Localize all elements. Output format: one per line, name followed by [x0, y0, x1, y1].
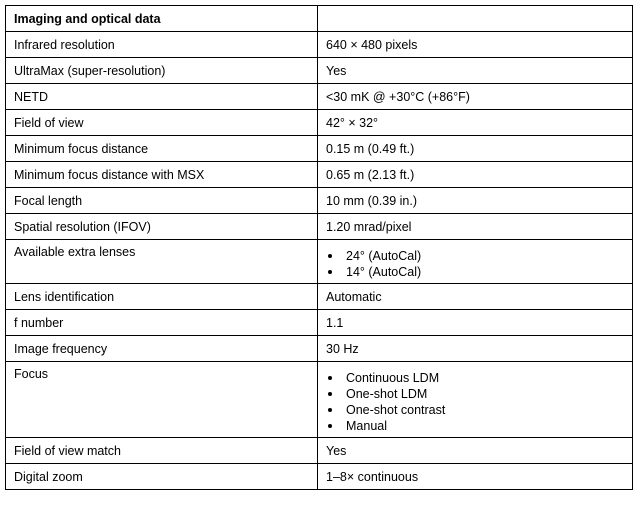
table-row-spatial-resolution: [6, 214, 633, 240]
row-value: Yes: [318, 438, 633, 464]
table-header-value: [318, 6, 633, 32]
row-label: Field of view match: [6, 438, 318, 464]
list-item: [326, 386, 624, 402]
focus-modes-list: [326, 370, 624, 434]
list-item-text: 24° (AutoCal): [346, 249, 422, 263]
table-row-lens-identification: [6, 284, 633, 310]
row-label: Focal length: [6, 188, 318, 214]
row-value-list: [318, 362, 633, 438]
row-value: Automatic: [318, 284, 633, 310]
bullet-icon: [328, 254, 332, 258]
extra-lenses-list: [326, 248, 624, 280]
row-value: <30 mK @ +30°C (+86°F): [318, 84, 633, 110]
bullet-icon: [328, 392, 332, 396]
table-row-field-of-view-match: [6, 438, 633, 464]
row-value: 10 mm (0.39 in.): [318, 188, 633, 214]
row-value: 1.20 mrad/pixel: [318, 214, 633, 240]
list-item: [326, 402, 624, 418]
list-item: [326, 248, 624, 264]
row-label: Image frequency: [6, 336, 318, 362]
row-value: Yes: [318, 58, 633, 84]
row-label: Focus: [6, 362, 318, 438]
table-row-infrared-resolution: [6, 32, 633, 58]
row-value: 42° × 32°: [318, 110, 633, 136]
table-row-netd: [6, 84, 633, 110]
table-row-ultramax: [6, 58, 633, 84]
row-label: Available extra lenses: [6, 240, 318, 284]
row-label: Spatial resolution (IFOV): [6, 214, 318, 240]
row-value: 640 × 480 pixels: [318, 32, 633, 58]
table-header-title: Imaging and optical data: [6, 6, 318, 32]
row-label: f number: [6, 310, 318, 336]
list-item: [326, 418, 624, 434]
row-value: 1–8× continuous: [318, 464, 633, 490]
row-value: 30 Hz: [318, 336, 633, 362]
bullet-icon: [328, 424, 332, 428]
row-label: Digital zoom: [6, 464, 318, 490]
row-value: 0.15 m (0.49 ft.): [318, 136, 633, 162]
list-item-text: Continuous LDM: [346, 371, 440, 385]
table-row-f-number: [6, 310, 633, 336]
bullet-icon: [328, 376, 332, 380]
table-row-focal-length: [6, 188, 633, 214]
list-item-text: One-shot contrast: [346, 403, 446, 417]
row-label: NETD: [6, 84, 318, 110]
table-row-digital-zoom: [6, 464, 633, 490]
table-header-row: [6, 6, 633, 32]
row-label: Field of view: [6, 110, 318, 136]
row-label: Infrared resolution: [6, 32, 318, 58]
imaging-optical-data-table: [5, 5, 633, 490]
row-value: 1.1: [318, 310, 633, 336]
table-row-extra-lenses: [6, 240, 633, 284]
row-label: UltraMax (super-resolution): [6, 58, 318, 84]
table-row-field-of-view: [6, 110, 633, 136]
list-item: [326, 264, 624, 280]
bullet-icon: [328, 408, 332, 412]
list-item-text: 14° (AutoCal): [346, 265, 422, 279]
table-row-focus: [6, 362, 633, 438]
bullet-icon: [328, 270, 332, 274]
list-item-text: Manual: [346, 419, 387, 433]
row-value: 0.65 m (2.13 ft.): [318, 162, 633, 188]
table-row-min-focus-distance-msx: [6, 162, 633, 188]
list-item-text: One-shot LDM: [346, 387, 428, 401]
table-row-image-frequency: [6, 336, 633, 362]
table-row-min-focus-distance: [6, 136, 633, 162]
row-value-list: [318, 240, 633, 284]
list-item: [326, 370, 624, 386]
row-label: Lens identification: [6, 284, 318, 310]
row-label: Minimum focus distance with MSX: [6, 162, 318, 188]
row-label: Minimum focus distance: [6, 136, 318, 162]
